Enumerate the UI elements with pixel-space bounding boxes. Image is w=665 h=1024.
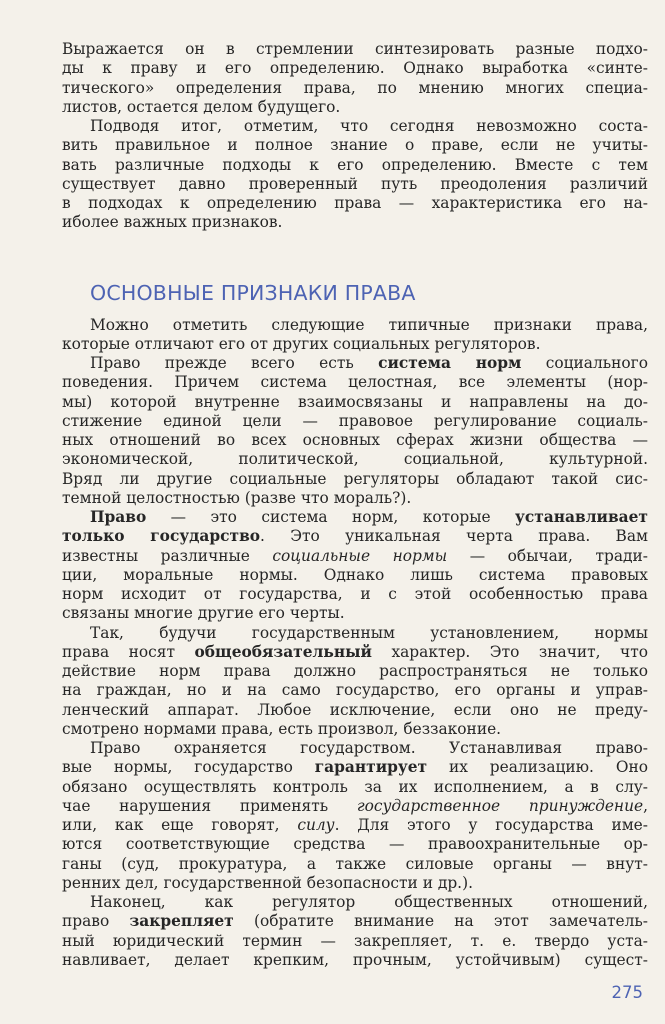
bold-term: общеобязательный bbox=[194, 642, 372, 661]
text-line: Подводя итог, отметим, что сегодня невозможно соста- bbox=[90, 117, 648, 135]
paragraph-4 bbox=[62, 624, 648, 740]
text-line: ды к праву и его определению. Однако выработка «синте- bbox=[62, 59, 648, 78]
text-line: действие норм права должно распространяться не только bbox=[62, 662, 648, 680]
section-heading: ОСНОВНЫЕ ПРИЗНАКИ ПРАВА bbox=[90, 280, 416, 305]
text-line: Так, будучи государственным установлением, нормы bbox=[90, 623, 648, 642]
page-number: 275 bbox=[611, 983, 643, 1002]
text-line: Можно отметить следующие типичные признаки права, bbox=[90, 315, 648, 334]
text-line: только государство. Это уникальная черта права. Вам bbox=[62, 527, 648, 546]
paragraph-3 bbox=[62, 508, 648, 624]
text-line: стижение единой цели — правовое регулирование социаль- bbox=[62, 411, 648, 430]
text-line: вить правильное и полное знание о праве, если не учиты- bbox=[62, 136, 648, 155]
bold-term: устанавливает bbox=[515, 508, 648, 526]
text-line: мы) которой внутренне взаимосвязаны и направлены на до- bbox=[62, 392, 648, 411]
italic-term: силу bbox=[297, 816, 335, 834]
bold-term: система норм bbox=[378, 354, 522, 372]
intro-text bbox=[62, 40, 648, 233]
text-line: Выражается он в стремлении синтезировать разные подхо- bbox=[62, 40, 648, 58]
text-line: экономической, политической, социальной, культурной. bbox=[62, 450, 648, 469]
text-line: связаны многие другие его черты. bbox=[62, 604, 345, 623]
text-line: навливает, делает крепким, прочным, устойчивым) сущест- bbox=[62, 950, 648, 969]
bold-term: Право bbox=[90, 508, 147, 526]
text-line: ный юридический термин — закрепляет, т. е. твердо уста- bbox=[62, 931, 648, 950]
text-line: права носят общеобязательный характер. Это значит, что bbox=[62, 642, 648, 661]
text-line: или, как еще говорят, силу. Для этого у государства име- bbox=[62, 816, 648, 834]
text-line: обязано осуществлять контроль за их исполнением, а в слу- bbox=[62, 777, 648, 796]
text-line: ются соответствующие средства — правоохранительные ор- bbox=[62, 835, 648, 854]
text-line: на граждан, но и на само государство, его органы и управ- bbox=[62, 681, 648, 700]
text-line: вать различные подходы к его определению. Вместе с тем bbox=[62, 155, 648, 174]
text-line: Наконец, как регулятор общественных отношений, bbox=[90, 893, 648, 911]
text-line: в подходах к определению права — характеристика его на- bbox=[62, 194, 648, 212]
text-line: Право — это система норм, которые устанавливает bbox=[90, 508, 648, 526]
text-line: известны различные социальные нормы — обычаи, тради- bbox=[62, 546, 648, 565]
text-line: смотрено нормами права, есть произвол, беззаконие. bbox=[62, 719, 502, 738]
text-line: существует давно проверенный путь преодоления различий bbox=[62, 174, 648, 193]
bold-term: гарантирует bbox=[314, 758, 428, 777]
page-body bbox=[62, 40, 648, 970]
paragraph-1 bbox=[62, 316, 648, 355]
text-line: Право прежде всего есть система норм социального bbox=[90, 354, 648, 372]
text-line: ганы (суд, прокуратура, а также силовые органы — внут- bbox=[62, 854, 648, 873]
text-line: Вряд ли другие социальные регуляторы обладают такой сис- bbox=[62, 469, 648, 488]
text-line: чае нарушения применять государственное принуждение, bbox=[62, 796, 648, 815]
bold-term: только государство bbox=[62, 527, 261, 546]
text-line: тического» определения права, по мнению многих специа- bbox=[62, 78, 648, 97]
text-line: которые отличают его от других социальных регуляторов. bbox=[62, 334, 541, 353]
paragraph-5 bbox=[62, 739, 648, 893]
text-line: ных отношений во всех основных сферах жизни общества — bbox=[62, 431, 648, 449]
text-line: Право охраняется государством. Устанавливая право- bbox=[90, 739, 648, 757]
text-line: листов, остается делом будущего. bbox=[62, 97, 341, 116]
text-line: темной целостностью (разве что мораль?). bbox=[62, 488, 412, 507]
italic-term: социальные нормы bbox=[272, 546, 448, 565]
text-line: право закрепляет (обратите внимание на этот замечатель- bbox=[62, 912, 648, 931]
italic-term: государственное принуждение bbox=[356, 796, 644, 815]
paragraph-2 bbox=[62, 354, 648, 508]
text-line: ренних дел, государственной безопасности и др.). bbox=[62, 873, 473, 892]
paragraph-6 bbox=[62, 893, 648, 970]
text-line: ции, моральные нормы. Однако лишь система правовых bbox=[62, 565, 648, 584]
text-line: поведения. Причем система целостная, все элементы (нор- bbox=[62, 373, 648, 392]
text-line: вые нормы, государство гарантирует их реализацию. Оно bbox=[62, 758, 648, 777]
bold-term: закрепляет bbox=[129, 912, 234, 931]
text-line: ленческий аппарат. Любое исключение, если оно не преду- bbox=[62, 700, 648, 719]
text-line: норм исходит от государства, и с этой особенностью права bbox=[62, 585, 648, 603]
text-line: иболее важных признаков. bbox=[62, 213, 283, 232]
